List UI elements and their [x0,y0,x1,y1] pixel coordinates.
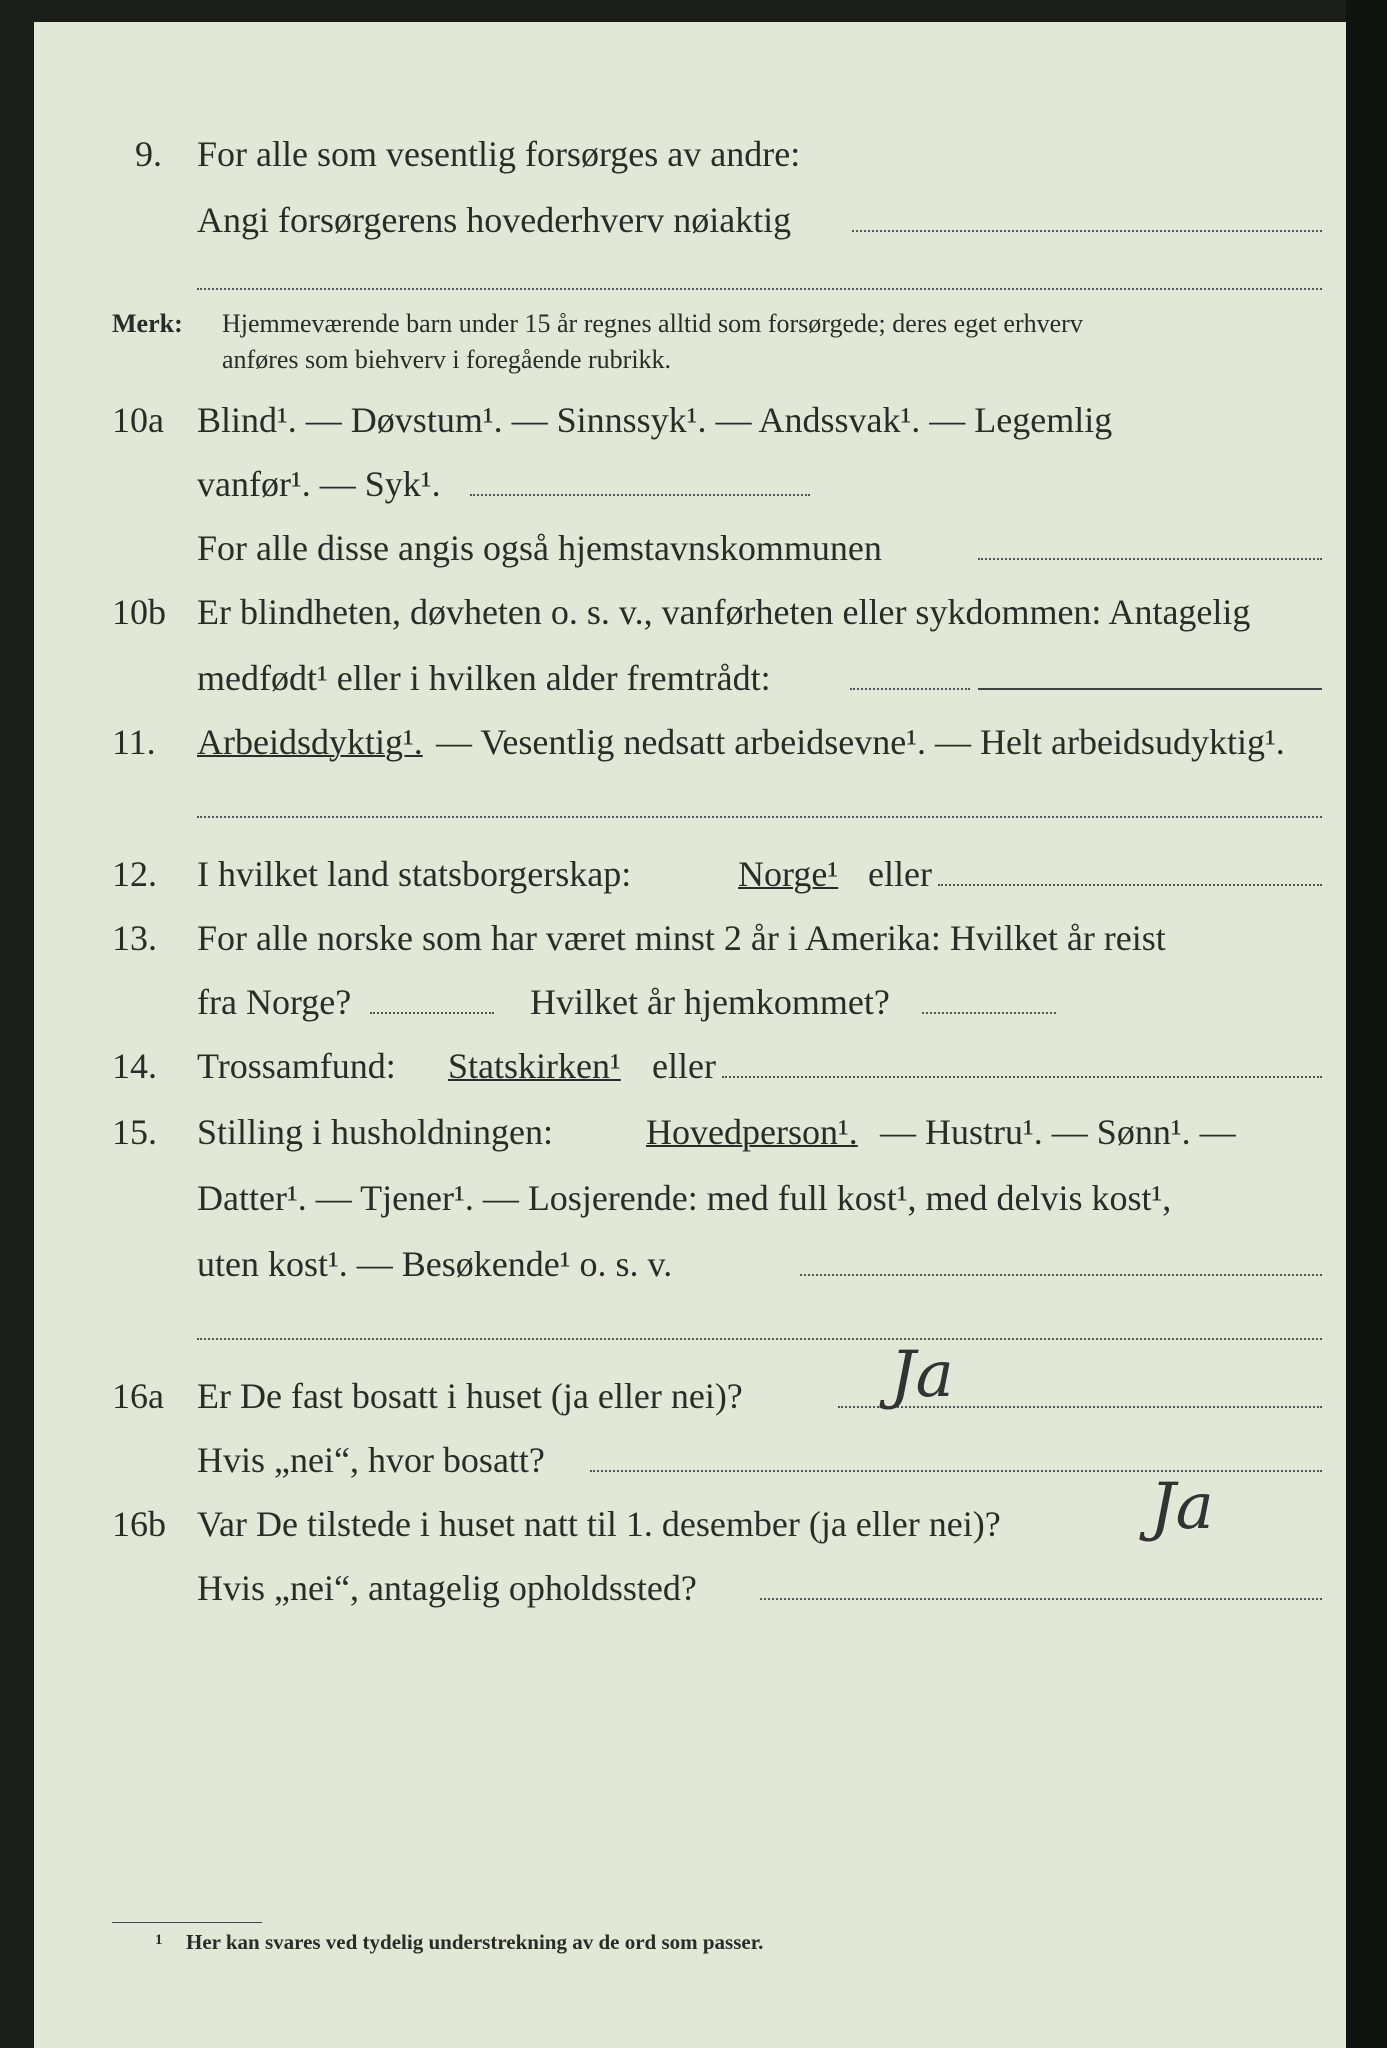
q10a-prompt: For alle disse angis også hjemstavnskommunen [197,528,882,568]
q9-answer-line [852,230,1322,232]
merk-text-2: anføres som biehverv i foregående rubrikk. [222,345,672,374]
q15-options-2: Datter¹. — Tjener¹. — Losjerende: med full kost¹, med delvis kost¹, [197,1178,1172,1218]
q12-text: I hvilket land statsborgerskap: [197,854,632,894]
footnote-text: Her kan svares ved tydelig understrekning av de ord som passer. [186,1930,764,1954]
q15-number: 15. [112,1112,157,1152]
q9-number: 9. [135,134,162,174]
q10b-answer-line [850,688,970,690]
q9-text: For alle som vesentlig forsørges av andre: [197,134,801,174]
merk-text: Hjemmeværende barn under 15 år regnes alltid som forsørgede; deres eget erhverv [222,309,1083,338]
q16b-answer-line [760,1598,1322,1600]
q10a-answer-line-2 [978,558,1322,560]
q11-option-selected: Arbeidsdyktig¹. [197,722,423,762]
q12-number: 12. [112,854,157,894]
q12-option-selected: Norge¹ [738,854,839,894]
footnote-mark: 1 [155,1932,163,1948]
q10b-answer-rule [978,688,1322,690]
q16a-text: Er De fast bosatt i huset (ja eller nei)? [197,1376,743,1416]
q16a-handwritten-answer: Ja [890,1338,954,1412]
q9-answer-line-2 [197,288,1322,290]
q16b-number: 16b [112,1504,166,1544]
q12-option-other: eller [868,854,932,894]
q15-options-3: uten kost¹. — Besøkende¹ o. s. v. [197,1244,673,1284]
q10a-number: 10a [112,400,164,440]
q13-text: For alle norske som har været minst 2 år i Amerika: Hvilket år reist [197,918,1166,958]
q12-answer-line [938,884,1322,886]
q10b-text: Er blindheten, døvheten o. s. v., vanførheten eller sykdommen: Antagelig [197,592,1251,632]
merk-label: Merk: [112,309,183,338]
q9-prompt: Angi forsørgerens hovederhverv nøiaktig [197,200,792,240]
q11-answer-line [197,816,1322,818]
q10b-prompt: medfødt¹ eller i hvilken alder fremtrådt: [197,658,771,698]
q16b-prompt: Hvis „nei“, antagelig opholdssted? [197,1568,697,1608]
q15-option-selected: Hovedperson¹. [646,1112,858,1152]
q16b-text: Var De tilstede i huset natt til 1. desember (ja eller nei)? [197,1504,1001,1544]
q10a-text-2: vanfør¹. — Syk¹. [197,464,441,504]
footnote-rule [112,1922,262,1923]
q15-options: — Hustru¹. — Sønn¹. — [880,1112,1236,1152]
q14-text: Trossamfund: [197,1046,396,1086]
q14-option-selected: Statskirken¹ [448,1046,621,1086]
q13-answer-line [370,1012,494,1014]
q10a-answer-line [470,494,810,496]
q14-answer-line [722,1076,1322,1078]
q16a-prompt: Hvis „nei“, hvor bosatt? [197,1440,545,1480]
q11-options: — Vesentlig nedsatt arbeidsevne¹. — Helt arbeidsudyktig¹. [436,722,1285,762]
q15-answer-line-2 [197,1338,1322,1340]
q16b-handwritten-answer: Ja [1150,1470,1214,1544]
q13-prompt-left: fra Norge? [197,982,352,1022]
q16a-number: 16a [112,1376,164,1416]
q15-text: Stilling i husholdningen: [197,1112,554,1152]
q15-answer-line [800,1274,1322,1276]
q13-number: 13. [112,918,157,958]
q10a-text: Blind¹. — Døvstum¹. — Sinnssyk¹. — Andssvak¹. — Legemlig [197,400,1113,440]
q11-number: 11. [112,722,156,762]
q10b-number: 10b [112,592,166,632]
q14-number: 14. [112,1046,157,1086]
q13-prompt-right: Hvilket år hjemkommet? [530,982,890,1022]
q13-answer-line-2 [922,1012,1056,1014]
q14-option-other: eller [652,1046,716,1086]
scan-border [1346,0,1387,2048]
